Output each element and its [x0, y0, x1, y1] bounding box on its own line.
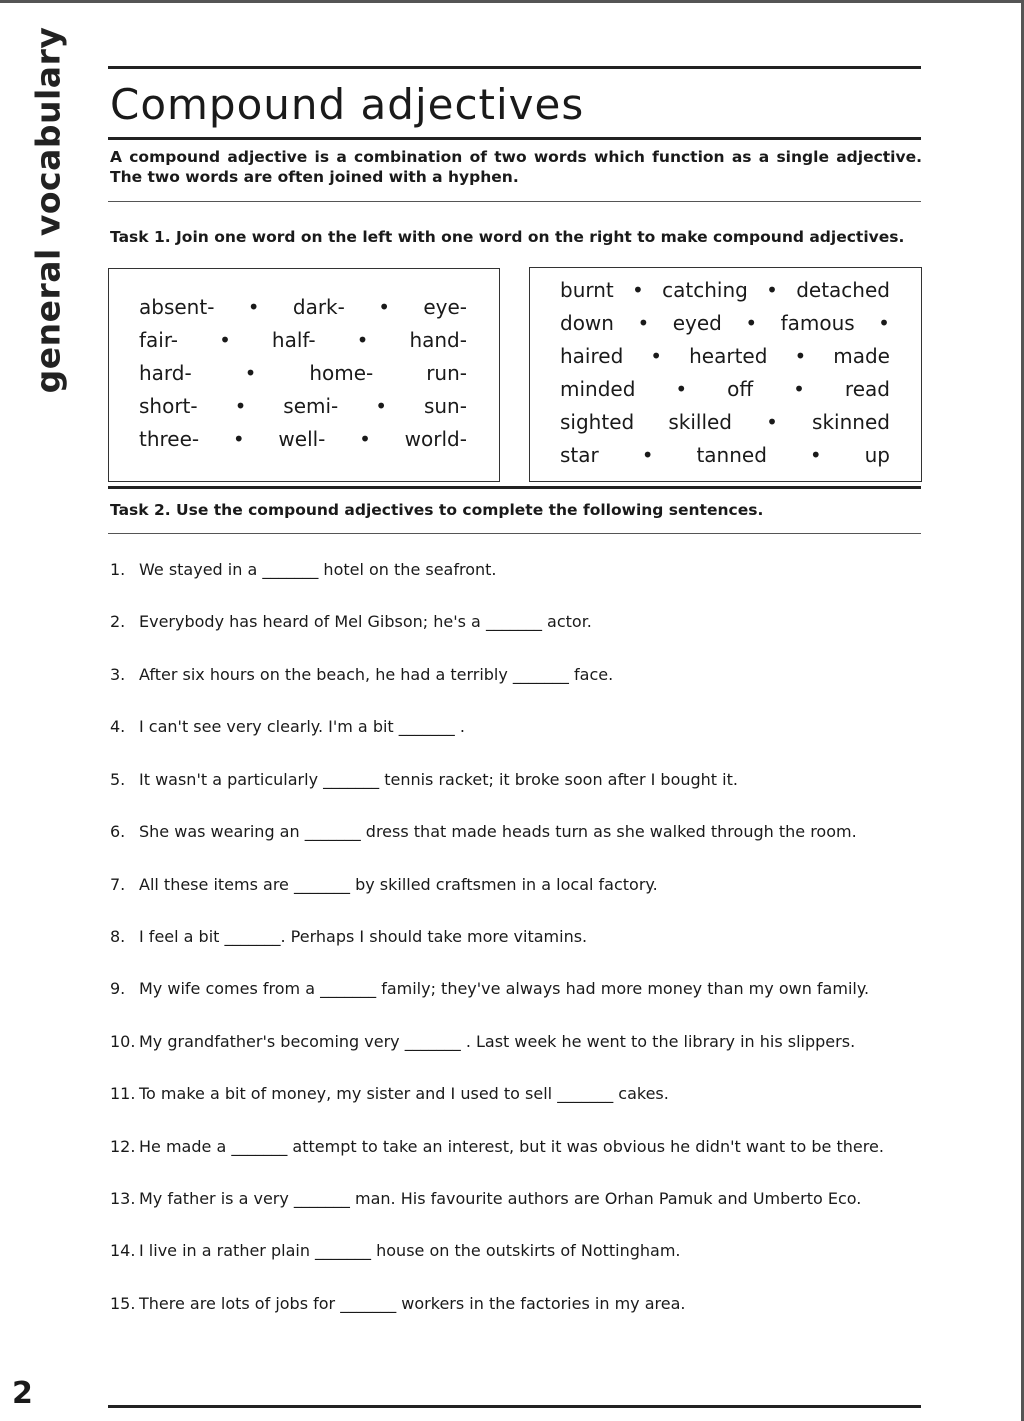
- word-row: [560, 410, 890, 434]
- word-option: sighted: [560, 410, 635, 434]
- sentence-number: 13.: [110, 1189, 136, 1208]
- word-option: minded: [560, 377, 636, 401]
- sentence-number: 15.: [110, 1294, 136, 1313]
- divider-top: [108, 66, 921, 69]
- bullet: •: [232, 427, 245, 451]
- sentence-item: [110, 560, 910, 579]
- sentence-text: It wasn't a particularly _______ tennis racket; it broke soon after I bought it.: [139, 770, 738, 789]
- sentence-text: After six hours on the beach, he had a terribly _______ face.: [139, 665, 614, 684]
- bullet: •: [378, 295, 390, 319]
- bullet: •: [234, 394, 247, 418]
- bullet: •: [637, 311, 650, 335]
- task2-instruction: Task 2. Use the compound adjectives to complete the following sentences.: [110, 501, 764, 519]
- sentence-text: My father is a very _______ man. His favourite authors are Orhan Pamuk and Umberto Eco.: [139, 1189, 862, 1208]
- sentence-item: [110, 770, 910, 789]
- word-option: sun-: [423, 394, 467, 418]
- sentence-number: 4.: [110, 717, 126, 736]
- bullet: •: [745, 311, 758, 335]
- page-frame-top: [0, 0, 1024, 3]
- bullet: •: [356, 328, 369, 352]
- sentence-text: We stayed in a _______ hotel on the seafront.: [139, 560, 497, 579]
- sentence-item: [110, 875, 910, 894]
- divider-bottom: [108, 1405, 921, 1408]
- divider-under-title: [108, 137, 921, 140]
- word-option: run-: [426, 361, 467, 385]
- sentence-item: [110, 927, 910, 946]
- word-row: [139, 394, 467, 418]
- sentence-text: She was wearing an _______ dress that made heads turn as she walked through the room.: [139, 822, 857, 841]
- task1-instruction: Task 1. Join one word on the left with one word on the right to make compound adjectives.: [110, 228, 905, 246]
- sentence-number: 8.: [110, 927, 126, 946]
- sentence-text: All these items are _______ by skilled craftsmen in a local factory.: [139, 875, 658, 894]
- word-row: [560, 377, 890, 401]
- intro-text: [110, 147, 922, 187]
- page-number: 2: [12, 1376, 33, 1411]
- sentence-text: To make a bit of money, my sister and I used to sell _______ cakes.: [139, 1084, 669, 1103]
- word-option: detached: [796, 278, 890, 302]
- word-option: hard-: [139, 361, 192, 385]
- sentence-item: [110, 1032, 910, 1051]
- word-option: skinned: [812, 410, 890, 434]
- bullet: •: [247, 295, 260, 319]
- bullet: •: [641, 443, 654, 467]
- bullet: •: [794, 344, 807, 368]
- sentence-number: 2.: [110, 612, 126, 631]
- word-row: [560, 278, 890, 302]
- word-option: burnt: [560, 278, 614, 302]
- word-option: eye-: [423, 295, 467, 319]
- bullet: •: [244, 361, 257, 385]
- word-option: three-: [139, 427, 200, 451]
- sentence-text: My wife comes from a _______ family; they've always had more money than my own family.: [139, 979, 870, 998]
- sentence-text: I live in a rather plain _______ house on the outskirts of Nottingham.: [139, 1241, 681, 1260]
- word-row: [560, 311, 890, 335]
- word-option: famous: [780, 311, 855, 335]
- word-option: semi-: [283, 394, 339, 418]
- sentence-item: [110, 1137, 910, 1156]
- bullet: •: [359, 427, 371, 451]
- word-row: [139, 295, 467, 319]
- bullet: •: [375, 394, 388, 418]
- intro-line-1: A compound adjective is a combination of two words which function as a single adjective.: [110, 148, 922, 166]
- sentence-number: 6.: [110, 822, 126, 841]
- sentence-number: 12.: [110, 1137, 136, 1156]
- word-option: dark-: [292, 295, 345, 319]
- word-option: hand-: [409, 328, 467, 352]
- sentence-number: 11.: [110, 1084, 136, 1103]
- sentence-text: I can't see very clearly. I'm a bit _______ .: [139, 717, 465, 736]
- sentence-number: 7.: [110, 875, 126, 894]
- word-option: short-: [139, 394, 198, 418]
- sentence-item: [110, 1084, 910, 1103]
- word-option: home-: [309, 361, 374, 385]
- word-option: hearted: [689, 344, 768, 368]
- intro-line-2: The two words are often joined with a hyphen.: [110, 168, 519, 186]
- bullet: •: [809, 443, 822, 467]
- word-option: half-: [271, 328, 316, 352]
- sentence-number: 5.: [110, 770, 126, 789]
- bullet: •: [650, 344, 663, 368]
- bullet: •: [766, 410, 778, 434]
- sentence-number: 1.: [110, 560, 126, 579]
- word-row: [560, 443, 890, 467]
- sidebar-section-label: general vocabulary: [28, 26, 68, 394]
- bullet: •: [219, 328, 231, 352]
- left-word-box: [108, 268, 500, 482]
- sentence-item: [110, 665, 910, 684]
- sentence-text: Everybody has heard of Mel Gibson; he's a _______ actor.: [139, 612, 592, 631]
- word-option: up: [864, 443, 890, 467]
- bullet: •: [632, 278, 644, 302]
- sentence-item: [110, 1241, 910, 1260]
- word-option: star: [560, 443, 599, 467]
- sentence-text: There are lots of jobs for _______ workers in the factories in my area.: [139, 1294, 686, 1313]
- page-title: Compound adjectives: [110, 80, 585, 129]
- word-row: [560, 344, 890, 368]
- sentence-item: [110, 612, 910, 631]
- sentence-text: He made a _______ attempt to take an interest, but it was obvious he didn't want to be there.: [139, 1137, 884, 1156]
- sentence-number: 3.: [110, 665, 126, 684]
- sentence-text: My grandfather's becoming very _______ . Last week he went to the library in his slippers.: [139, 1032, 856, 1051]
- sentence-number: 10.: [110, 1032, 136, 1051]
- sentence-text: I feel a bit _______. Perhaps I should take more vitamins.: [139, 927, 588, 946]
- word-option: tanned: [696, 443, 767, 467]
- word-option: absent-: [139, 295, 215, 319]
- word-option: eyed: [672, 311, 722, 335]
- word-option: made: [833, 344, 890, 368]
- word-option: well-: [278, 427, 326, 451]
- word-option: skilled: [668, 410, 732, 434]
- sentence-item: [110, 1294, 910, 1313]
- sentence-number: 9.: [110, 979, 126, 998]
- divider-under-task2: [108, 533, 921, 534]
- sentence-number: 14.: [110, 1241, 136, 1260]
- word-row: [139, 427, 467, 451]
- right-word-box: [529, 267, 922, 482]
- bullet: •: [878, 311, 890, 335]
- sentence-item: [110, 717, 910, 736]
- word-option: off: [727, 377, 754, 401]
- word-option: read: [844, 377, 890, 401]
- word-option: catching: [662, 278, 748, 302]
- word-option: down: [560, 311, 614, 335]
- bullet: •: [675, 377, 688, 401]
- word-row: [139, 328, 467, 352]
- word-option: fair-: [139, 328, 179, 352]
- divider-above-task2: [108, 486, 921, 489]
- word-option: world-: [404, 427, 467, 451]
- bullet: •: [766, 278, 778, 302]
- word-option: haired: [560, 344, 624, 368]
- divider-under-intro: [108, 201, 921, 202]
- bullet: •: [793, 377, 805, 401]
- word-row: [139, 361, 467, 385]
- sentence-item: [110, 822, 910, 841]
- sentence-item: [110, 979, 910, 998]
- sentence-item: [110, 1189, 910, 1208]
